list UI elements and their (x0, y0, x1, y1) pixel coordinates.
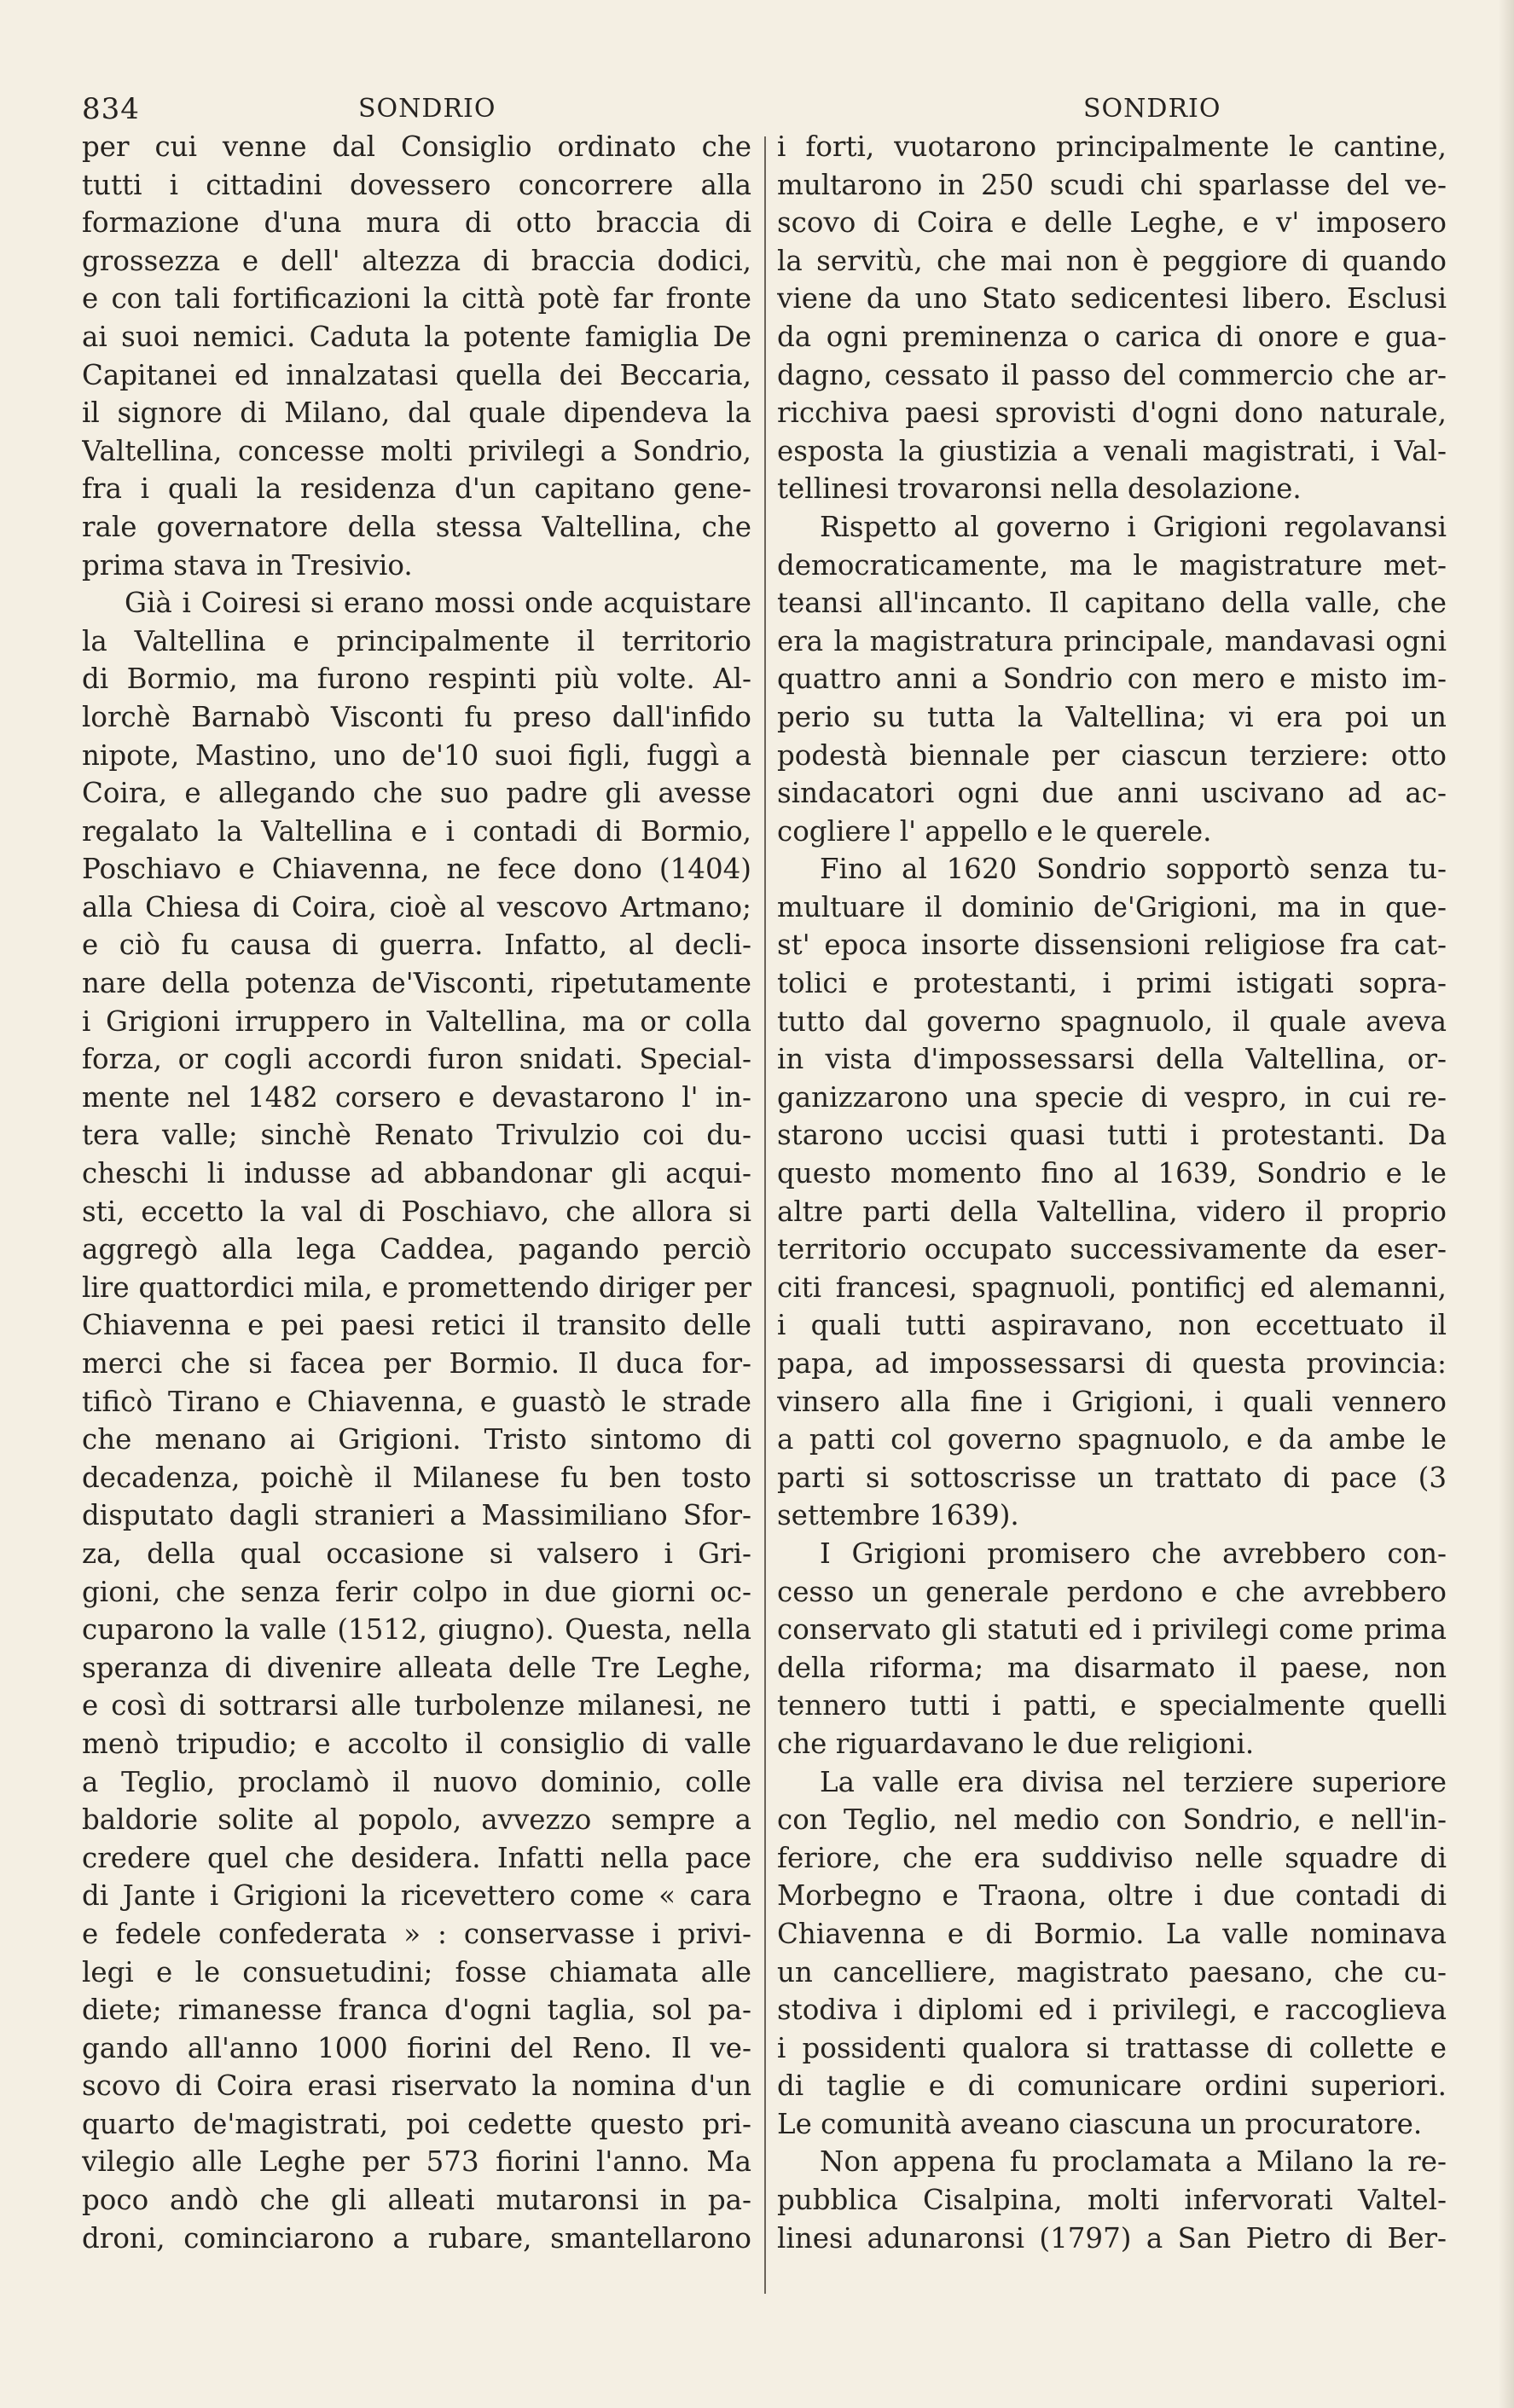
running-head-left: SONDRIO (358, 94, 496, 124)
text-line: Le comunità aveano ciascuna un procuratore. (777, 2107, 1423, 2140)
text-line: starono uccisi quasi tutti i protestanti. Da (777, 1119, 1447, 1152)
text-line: di taglie e di comunicare ordini superiori. (777, 2069, 1447, 2103)
text-line: nare della potenza de'Visconti, ripetutamente (82, 967, 751, 1000)
text-line: cheschi li indusse ad abbandonar gli acqui- (82, 1157, 751, 1190)
text-line: Chiavenna e pei paesi retici il transito delle (82, 1309, 751, 1342)
text-line: tutto dal governo spagnuolo, il quale aveva (777, 1004, 1447, 1038)
text-line: feriore, che era suddiviso nelle squadre di (777, 1841, 1447, 1874)
text-line: con Teglio, nel medio con Sondrio, e nell'in- (777, 1803, 1447, 1837)
text-line: parti si sottoscrisse un trattato di pace (3 (777, 1461, 1447, 1494)
text-line: la servitù, che mai non è peggiore di quando (777, 244, 1447, 277)
text-line: e ciò fu causa di guerra. Infatto, al decli- (82, 929, 751, 962)
text-line: nipote, Mastino, uno de'10 suoi figli, fuggì a (82, 738, 751, 772)
text-line: i Grigioni irruppero in Valtellina, ma or colla (82, 1004, 751, 1038)
text-line: e fedele confederata » : conservasse i privi- (82, 1917, 751, 1950)
text-line: che menano ai Grigioni. Tristo sintomo di (82, 1423, 751, 1456)
text-line: Rispetto al governo i Grigioni regolavansi (820, 510, 1447, 543)
text-line: regalato la Valtellina e i contadi di Bormio, (82, 814, 751, 848)
text-line: za, della qual occasione si valsero i Gri- (82, 1537, 751, 1570)
text-line: tutti i cittadini dovessero concorrere alla (82, 168, 751, 201)
text-line: i possidenti qualora si trattasse di collette e (777, 2031, 1447, 2064)
text-line: e con tali fortificazioni la città potè far fronte (82, 282, 751, 315)
text-line: cesso un generale perdono e che avrebbero (777, 1575, 1447, 1608)
text-line: diete; rimanesse franca d'ogni taglia, sol pa- (82, 1994, 751, 2027)
text-line: baldorie solite al popolo, avvezzo sempre a (82, 1803, 751, 1837)
text-line: menò tripudio; e accolto il consiglio di valle (82, 1727, 751, 1760)
text-line: da ogni preminenza o carica di onore e gua- (777, 320, 1447, 353)
text-line: papa, ad impossessarsi di questa provincia: (777, 1347, 1447, 1380)
text-line: mente nel 1482 corsero e devastarono l' in- (82, 1080, 751, 1114)
text-line: perio su tutta la Valtellina; vi era poi un (777, 700, 1447, 733)
text-line: stodiva i diplomi ed i privilegi, e raccoglieva (777, 1994, 1447, 2027)
text-line: lire quattordici mila, e promettendo diriger per (82, 1271, 751, 1304)
text-line: aggregò alla lega Caddea, pagando perciò (82, 1233, 751, 1266)
text-line: e così di sottrarsi alle turbolenze milanesi, ne (82, 1689, 751, 1722)
text-line: il signore di Milano, dal quale dipendeva la (82, 397, 751, 430)
text-line: Chiavenna e di Bormio. La valle nominava (777, 1917, 1447, 1950)
text-line: ganizzarono una specie di vespro, in cui re- (777, 1080, 1447, 1114)
text-line: prima stava in Tresivio. (82, 548, 413, 582)
text-line: cuparono la valle (1512, giugno). Questa, nella (82, 1613, 751, 1647)
page-number: 834 (82, 92, 140, 126)
text-line: pubblica Cisalpina, molti infervorati Valtel- (777, 2184, 1447, 2217)
text-line: droni, cominciarono a rubare, smantellarono (82, 2221, 751, 2255)
text-line: lorchè Barnabò Visconti fu preso dall'infido (82, 700, 751, 733)
text-line: di Jante i Grigioni la ricevettero come « cara (82, 1879, 751, 1913)
text-line: i quali tutti aspiravano, non eccettuato il (777, 1309, 1447, 1342)
text-line: poco andò che gli alleati mutaronsi in pa- (82, 2184, 751, 2217)
text-line: i forti, vuotarono principalmente le cantine, (777, 130, 1447, 163)
text-line: Morbegno e Traona, oltre i due contadi di (777, 1879, 1447, 1913)
text-line: linesi adunaronsi (1797) a San Pietro di Ber- (777, 2221, 1447, 2255)
text-line: tolici e protestanti, i primi istigati sopra- (777, 967, 1447, 1000)
text-line: decadenza, poichè il Milanese fu ben tosto (82, 1461, 751, 1494)
text-column-right (777, 128, 1447, 2257)
text-line: La valle era divisa nel terziere superiore (820, 1765, 1447, 1798)
text-line: ricchiva paesi sprovisti d'ogni dono naturale, (777, 397, 1447, 430)
text-line: a patti col governo spagnuolo, e da ambe le (777, 1423, 1447, 1456)
text-line: vilegio alle Leghe per 573 fiorini l'anno. Ma (82, 2145, 751, 2179)
text-line: settembre 1639). (777, 1499, 1019, 1532)
text-line: scovo di Coira erasi riservato la nomina d'un (82, 2069, 751, 2103)
text-line: tennero tutti i patti, e specialmente quelli (777, 1689, 1447, 1722)
text-line: Poschiavo e Chiavenna, ne fece dono (1404) (82, 853, 751, 886)
text-line: credere quel che desidera. Infatti nella pace (82, 1841, 751, 1874)
text-line: grossezza e dell' altezza di braccia dodici, (82, 244, 751, 277)
text-line: multarono in 250 scudi chi sparlasse del ve- (777, 168, 1447, 201)
text-line: cogliere l' appello e le querele. (777, 814, 1212, 848)
text-line: Già i Coiresi si erano mossi onde acquistare (125, 587, 751, 620)
text-line: altre parti della Valtellina, videro il proprio (777, 1195, 1447, 1228)
text-line: fra i quali la residenza d'un capitano gene- (82, 472, 751, 506)
text-line: scovo di Coira e delle Leghe, e v' imposero (777, 206, 1447, 240)
text-line: multuare il dominio de'Grigioni, ma in que- (777, 890, 1447, 923)
page-edge-shadow (1499, 0, 1514, 2408)
text-line: legi e le consuetudini; fosse chiamata alle (82, 1955, 751, 1988)
text-line: conservato gli statuti ed i privilegi come prima (777, 1613, 1447, 1647)
text-line: in vista d'impossessarsi della Valtellina, or- (777, 1043, 1447, 1076)
text-line: citi francesi, spagnuoli, pontificj ed alemanni, (777, 1271, 1447, 1304)
text-line: tificò Tirano e Chiavenna, e guastò le strade (82, 1385, 751, 1418)
text-line: per cui venne dal Consiglio ordinato che (82, 130, 751, 163)
text-line: st' epoca insorte dissensioni religiose fra cat- (777, 929, 1447, 962)
text-line: I Grigioni promisero che avrebbero con- (820, 1537, 1447, 1570)
text-line: formazione d'una mura di otto braccia di (82, 206, 751, 240)
text-line: Capitanei ed innalzatasi quella dei Beccaria, (82, 358, 751, 391)
text-line: gioni, che senza ferir colpo in due giorni oc- (82, 1575, 751, 1608)
text-line: Non appena fu proclamata a Milano la re- (820, 2145, 1447, 2179)
text-line: era la magistratura principale, mandavasi ogni (777, 624, 1447, 657)
text-line: viene da uno Stato sedicentesi libero. Esclusi (777, 282, 1447, 315)
text-line: quattro anni a Sondrio con mero e misto im- (777, 663, 1447, 696)
text-line: territorio occupato successivamente da eser- (777, 1233, 1447, 1266)
text-line: democraticamente, ma le magistrature met- (777, 548, 1447, 582)
text-line: forza, or cogli accordi furon snidati. Special- (82, 1043, 751, 1076)
column-divider (764, 136, 766, 2294)
text-line: rale governatore della stessa Valtellina, che (82, 510, 751, 543)
text-line: merci che si facea per Bormio. Il duca for- (82, 1347, 751, 1380)
text-line: tellinesi trovaronsi nella desolazione. (777, 472, 1302, 506)
text-line: gando all'anno 1000 fiorini del Reno. Il ve- (82, 2031, 751, 2064)
text-line: podestà biennale per ciascun terziere: otto (777, 738, 1447, 772)
text-line: Valtellina, concesse molti privilegi a Sondrio, (82, 434, 751, 467)
text-line: disputato dagli stranieri a Massimiliano Sfor- (82, 1499, 751, 1532)
text-line: quarto de'magistrati, poi cedette questo pri- (82, 2107, 751, 2140)
text-line: dagno, cessato il passo del commercio che ar- (777, 358, 1447, 391)
text-line: vinsero alla fine i Grigioni, i quali vennero (777, 1385, 1447, 1418)
text-line: teansi all'incanto. Il capitano della valle, che (777, 587, 1447, 620)
text-column-left (82, 128, 751, 2257)
text-line: a Teglio, proclamò il nuovo dominio, colle (82, 1765, 751, 1798)
text-line: Fino al 1620 Sondrio sopportò senza tu- (820, 853, 1447, 886)
text-line: di Bormio, ma furono respinti più volte. Al- (82, 663, 751, 696)
text-line: che riguardavano le due religioni. (777, 1727, 1255, 1760)
running-head-right: SONDRIO (1083, 94, 1221, 124)
text-line: della riforma; ma disarmato il paese, non (777, 1651, 1447, 1684)
text-line: speranza di divenire alleata delle Tre Leghe, (82, 1651, 751, 1684)
text-line: Coira, e allegando che suo padre gli avesse (82, 777, 751, 810)
text-line: ai suoi nemici. Caduta la potente famiglia De (82, 320, 751, 353)
text-line: esposta la giustizia a venali magistrati, i Val- (777, 434, 1447, 467)
text-line: un cancelliere, magistrato paesano, che cu- (777, 1955, 1447, 1988)
text-line: questo momento fino al 1639, Sondrio e le (777, 1157, 1447, 1190)
text-line: tera valle; sinchè Renato Trivulzio coi du- (82, 1119, 751, 1152)
text-line: sindacatori ogni due anni uscivano ad ac- (777, 777, 1447, 810)
text-line: la Valtellina e principalmente il territorio (82, 624, 751, 657)
text-line: alla Chiesa di Coira, cioè al vescovo Artmano; (82, 890, 751, 923)
text-line: sti, eccetto la val di Poschiavo, che allora si (82, 1195, 751, 1228)
